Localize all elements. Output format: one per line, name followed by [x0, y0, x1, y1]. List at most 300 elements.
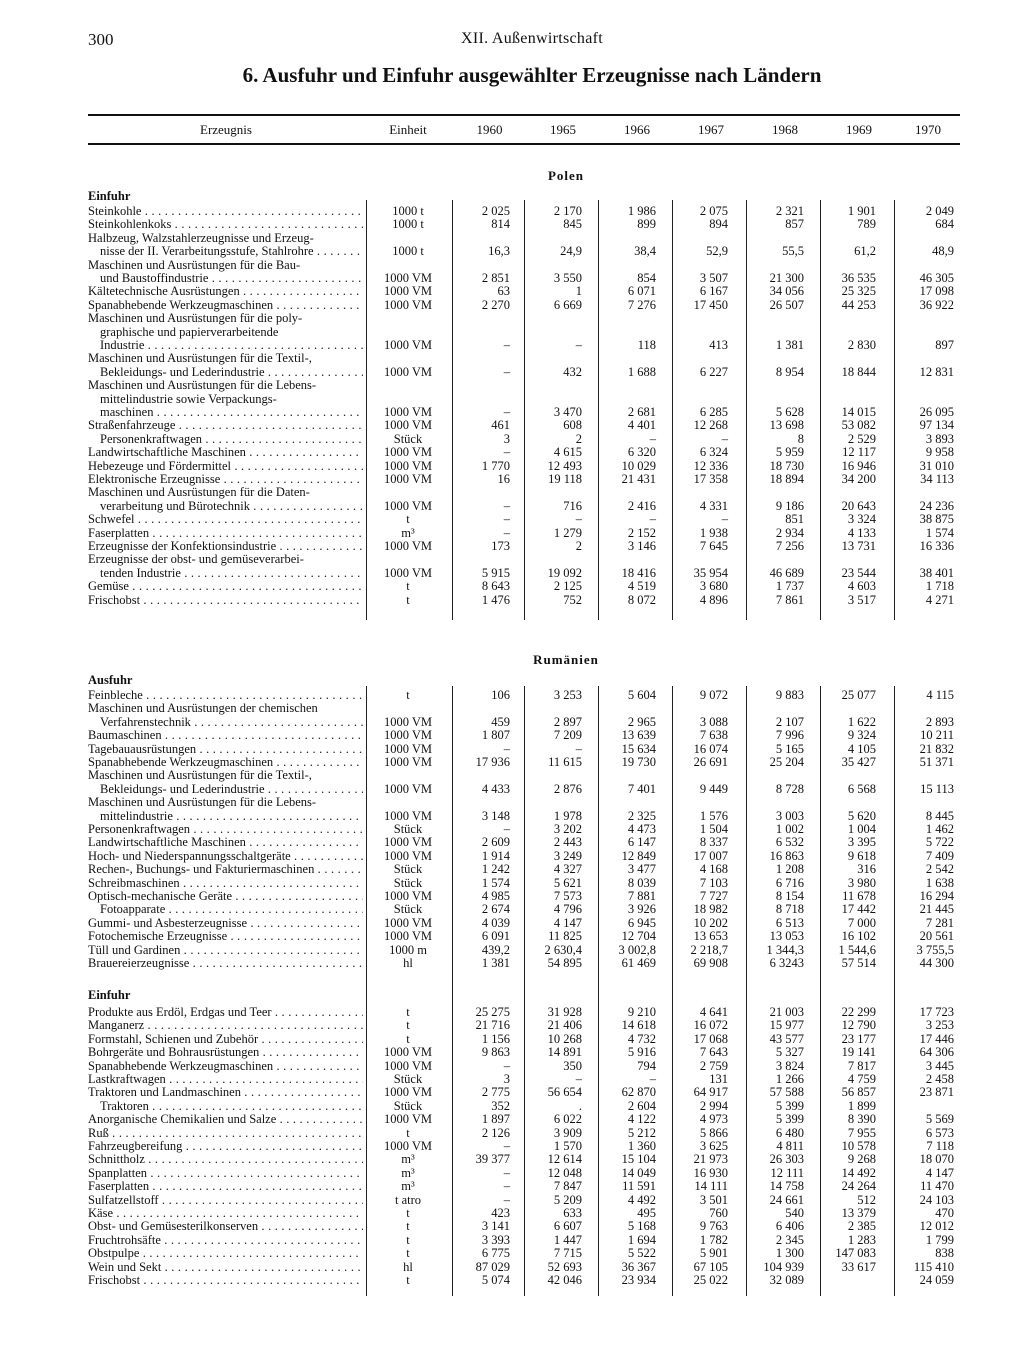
value-cell-1967: 18 982: [693, 902, 728, 917]
value-cell-1967: 6 324: [699, 445, 728, 460]
value-cell-1960: 39 377: [475, 1152, 510, 1167]
value-cell-1960: 6 775: [481, 1246, 510, 1261]
value-cell-1966: 2 325: [627, 808, 656, 823]
product-label-line: Straßenfahrzeuge . . .: [88, 419, 363, 432]
product-label-line: Hebezeuge und Fördermittel . . .: [88, 460, 363, 473]
value-cell-1970: 12 831: [919, 364, 954, 379]
value-cell-1970: 7 409: [925, 848, 954, 863]
value-cell-1966: 12 704: [621, 929, 656, 944]
value-cell-1967: 67 105: [693, 1259, 728, 1274]
value-cell-1960: –: [503, 1179, 510, 1194]
value-cell-1968: 26 303: [769, 1152, 804, 1167]
value-cell-1965: 2: [575, 431, 582, 446]
value-cell-1970: 4 147: [925, 1165, 954, 1180]
value-cell-1969: 25 325: [841, 284, 876, 299]
product-label-line: Maschinen und Ausrüstungen für die Lebens-: [88, 379, 317, 393]
product-label: [88, 352, 363, 379]
table-row: [0, 1274, 1024, 1287]
value-cell-1960: 1 897: [481, 1112, 510, 1127]
product-label: [88, 903, 363, 916]
value-cell-1968: 55,5: [782, 244, 804, 259]
value-cell-1967: 17 068: [693, 1031, 728, 1046]
value-cell-1960: 63: [497, 284, 510, 299]
value-cell-1967: 760: [709, 1205, 728, 1220]
value-cell-1967: 4 331: [699, 498, 728, 513]
value-cell-1970: 46 305: [919, 270, 954, 285]
value-cell-1969: 12 790: [841, 1018, 876, 1033]
value-cell-1969: 44 253: [841, 297, 876, 312]
value-cell-1969: 20 643: [841, 498, 876, 513]
table-row: [0, 1033, 1024, 1046]
value-cell-1968: 8 954: [775, 364, 804, 379]
value-cell-1967: 7 727: [699, 888, 728, 903]
product-label-line: Maschinen und Ausrüstungen für die Daten-: [88, 486, 310, 500]
product-label: [88, 836, 363, 849]
value-cell-1970: 17 723: [919, 1004, 954, 1019]
product-label: [88, 433, 363, 446]
product-label: [88, 312, 363, 352]
value-cell-1966: 15 104: [621, 1152, 656, 1167]
value-cell-1968: 57 588: [769, 1085, 804, 1100]
value-cell-1967: 1 938: [699, 525, 728, 540]
unit-cell: Stück: [393, 1098, 423, 1113]
value-cell-1969: 4 133: [847, 525, 876, 540]
value-cell-1966: 1 986: [627, 203, 656, 218]
value-cell-1965: –: [575, 1071, 582, 1086]
value-cell-1960: 1 914: [481, 848, 510, 863]
value-cell-1968: 7 861: [775, 592, 804, 607]
product-label-line: Tüll und Gardinen . . .: [88, 944, 363, 957]
unit-cell: 1000 VM: [383, 1058, 433, 1073]
value-cell-1970: 36 922: [919, 297, 954, 312]
value-cell-1968: 3 003: [775, 808, 804, 823]
value-cell-1967: 413: [709, 337, 728, 352]
product-label: [88, 594, 363, 607]
value-cell-1967: 5 901: [699, 1246, 728, 1261]
value-cell-1966: 13 639: [621, 728, 656, 743]
value-cell-1966: 794: [637, 1058, 656, 1073]
product-label: [88, 850, 363, 863]
table-row: [0, 527, 1024, 540]
product-label-line: Maschinen und Ausrüstungen für die Textil-,: [88, 769, 312, 783]
table-row: [0, 540, 1024, 553]
value-cell-1970: 15 113: [920, 781, 954, 796]
value-cell-1970: 16 294: [919, 888, 954, 903]
value-cell-1967: 7 638: [699, 728, 728, 743]
value-cell-1967: 6 167: [699, 284, 728, 299]
unit-cell: 1000 VM: [383, 915, 433, 930]
value-cell-1965: 19 118: [548, 471, 582, 486]
value-cell-1969: 33 617: [841, 1259, 876, 1274]
table-row: [0, 1207, 1024, 1220]
product-label: [88, 1127, 363, 1140]
product-label: [88, 689, 363, 702]
product-label: [88, 1006, 363, 1019]
value-cell-1969: 2 385: [847, 1219, 876, 1234]
product-label-line: Kältetechnische Ausrüstungen . . .: [88, 285, 363, 298]
value-cell-1965: 5 621: [553, 875, 582, 890]
product-label: [88, 1234, 363, 1247]
value-cell-1965: 12 048: [547, 1165, 582, 1180]
table-row: [0, 1261, 1024, 1274]
value-cell-1969: 512: [857, 1192, 876, 1207]
value-cell-1970: 3 253: [925, 1018, 954, 1033]
value-cell-1970: 8 445: [925, 808, 954, 823]
value-cell-1968: 540: [785, 1205, 804, 1220]
value-cell-1969: 7 817: [847, 1058, 876, 1073]
value-cell-1966: 4 473: [627, 821, 656, 836]
table-row: [0, 1247, 1024, 1260]
value-cell-1960: –: [503, 1058, 510, 1073]
value-cell-1966: 18 416: [621, 565, 656, 580]
product-label-line: Formstahl, Schienen und Zubehör . . .: [88, 1033, 363, 1046]
value-cell-1960: –: [503, 445, 510, 460]
value-cell-1967: 12 268: [693, 418, 728, 433]
product-label: [88, 743, 363, 756]
table-row: [0, 1073, 1024, 1086]
value-cell-1965: 4 327: [553, 862, 582, 877]
value-cell-1966: 2 681: [627, 404, 656, 419]
value-cell-1969: 17 442: [841, 902, 876, 917]
value-cell-1966: 5 604: [627, 687, 656, 702]
value-cell-1967: 3 501: [699, 1192, 728, 1207]
unit-cell: m³: [401, 525, 415, 540]
value-cell-1970: 1 638: [925, 875, 954, 890]
value-cell-1965: 2 125: [553, 579, 582, 594]
value-cell-1970: 16 336: [919, 538, 954, 553]
value-cell-1965: –: [575, 512, 582, 527]
unit-cell: 1000 m: [389, 942, 427, 957]
value-cell-1969: 14 015: [841, 404, 876, 419]
value-cell-1965: 12 614: [547, 1152, 582, 1167]
value-cell-1968: 7 996: [775, 728, 804, 743]
value-cell-1968: 9 186: [775, 498, 804, 513]
value-cell-1970: 17 446: [919, 1031, 954, 1046]
product-label: [88, 769, 363, 796]
value-cell-1968: 21 003: [769, 1004, 804, 1019]
value-cell-1970: 26 095: [919, 404, 954, 419]
value-cell-1969: 3 517: [847, 592, 876, 607]
table-row: [0, 729, 1024, 742]
table-row: [0, 796, 1024, 823]
value-cell-1968: 34 056: [769, 284, 804, 299]
value-cell-1970: 3 445: [925, 1058, 954, 1073]
value-cell-1967: 4 896: [699, 592, 728, 607]
value-cell-1966: 854: [637, 270, 656, 285]
value-cell-1967: 25 022: [693, 1272, 728, 1287]
value-cell-1970: 4 115: [926, 687, 954, 702]
value-cell-1960: –: [503, 741, 510, 756]
value-cell-1970: 12 012: [919, 1219, 954, 1234]
value-cell-1960: 2 270: [481, 297, 510, 312]
product-label-line: Elektronische Erzeugnisse . . .: [88, 473, 363, 486]
product-label: [88, 1194, 363, 1207]
product-label-line: Feinbleche . . .: [88, 689, 363, 702]
value-cell-1969: 7 955: [847, 1125, 876, 1140]
value-cell-1970: 20 561: [919, 929, 954, 944]
value-cell-1969: 9 324: [847, 728, 876, 743]
product-label: [88, 460, 363, 473]
value-cell-1965: 4 147: [553, 915, 582, 930]
value-cell-1968: 6 513: [775, 915, 804, 930]
value-cell-1965: 432: [563, 364, 582, 379]
value-cell-1965: 52 693: [547, 1259, 582, 1274]
table-row: [0, 218, 1024, 231]
value-cell-1965: 10 268: [547, 1031, 582, 1046]
value-cell-1966: 36 367: [621, 1259, 656, 1274]
table-row: [0, 433, 1024, 446]
value-cell-1967: 16 074: [693, 741, 728, 756]
value-cell-1966: 3 926: [627, 902, 656, 917]
value-cell-1960: 87 029: [475, 1259, 510, 1274]
unit-cell: 1000 t: [392, 203, 424, 218]
value-cell-1968: 2 321: [775, 203, 804, 218]
product-label-line: Steinkohlenkoks . . .: [88, 218, 363, 231]
table-row: [0, 1220, 1024, 1233]
value-cell-1965: 2 630,4: [544, 942, 582, 957]
value-cell-1967: 4 973: [699, 1112, 728, 1127]
value-cell-1960: 352: [491, 1098, 510, 1113]
value-cell-1968: 8 154: [775, 888, 804, 903]
value-cell-1967: 6 285: [699, 404, 728, 419]
product-label: [88, 890, 363, 903]
value-cell-1967: 1 504: [699, 821, 728, 836]
value-cell-1970: 24 103: [919, 1192, 954, 1207]
table-row: [0, 232, 1024, 259]
value-cell-1960: –: [503, 821, 510, 836]
value-cell-1969: 19 141: [841, 1045, 876, 1060]
value-cell-1969: 57 514: [841, 955, 876, 970]
value-cell-1960: 814: [491, 217, 510, 232]
product-label-line: Ruß . . .: [88, 1127, 363, 1140]
product-label-line: graphische und papierverarbeitende: [100, 325, 279, 339]
value-cell-1966: 6 320: [627, 445, 656, 460]
value-cell-1967: 7 645: [699, 538, 728, 553]
value-cell-1969: 12 117: [842, 445, 876, 460]
value-cell-1970: 2 458: [925, 1071, 954, 1086]
table-row: [0, 756, 1024, 769]
header-bottom-rule: [88, 143, 960, 145]
product-label: [88, 218, 363, 231]
value-cell-1969: 7 000: [847, 915, 876, 930]
product-label-line: mittelindustrie sowie Verpackungs-: [100, 392, 277, 406]
value-cell-1965: 3 202: [553, 821, 582, 836]
value-cell-1967: –: [721, 431, 728, 446]
value-cell-1968: 32 089: [769, 1272, 804, 1287]
value-cell-1960: 106: [491, 687, 510, 702]
value-cell-1967: 3 507: [699, 270, 728, 285]
header-year-1967: 1967: [698, 122, 724, 137]
value-cell-1966: –: [649, 1071, 656, 1086]
value-cell-1968: 2 345: [775, 1232, 804, 1247]
value-cell-1965: 6 607: [553, 1219, 582, 1234]
value-cell-1965: 56 654: [547, 1085, 582, 1100]
value-cell-1960: 1 381: [481, 955, 510, 970]
product-label-line: Optisch-mechanische Geräte . . .: [88, 890, 363, 903]
value-cell-1965: 2 876: [553, 781, 582, 796]
value-cell-1970: 11 470: [920, 1179, 954, 1194]
value-cell-1968: 13 698: [769, 418, 804, 433]
table-row: [0, 379, 1024, 419]
unit-cell: 1000 VM: [383, 471, 433, 486]
value-cell-1965: 42 046: [547, 1272, 582, 1287]
unit-cell: t: [406, 1219, 410, 1234]
value-cell-1970: 38 875: [919, 512, 954, 527]
table-row: [0, 702, 1024, 729]
value-cell-1970: 31 010: [919, 458, 954, 473]
value-cell-1965: 608: [563, 418, 582, 433]
value-cell-1970: 97 134: [919, 418, 954, 433]
table-row: [0, 1006, 1024, 1019]
value-cell-1966: 6 945: [627, 915, 656, 930]
value-cell-1960: 17 936: [475, 754, 510, 769]
value-cell-1960: 5 074: [481, 1272, 510, 1287]
product-label: [88, 796, 363, 823]
page-title: 6. Ausfuhr und Einfuhr ausgewählter Erzeugnisse nach Ländern: [242, 63, 822, 87]
product-label: [88, 917, 363, 930]
product-label-line: Frischobst . . .: [88, 594, 363, 607]
table-row: [0, 1194, 1024, 1207]
value-cell-1967: 1 782: [699, 1232, 728, 1247]
value-cell-1968: 26 507: [769, 297, 804, 312]
value-cell-1965: 21 406: [547, 1018, 582, 1033]
value-cell-1966: 15 634: [621, 741, 656, 756]
value-cell-1960: 2 126: [481, 1125, 510, 1140]
value-cell-1966: 4 401: [627, 418, 656, 433]
value-cell-1969: 5 620: [847, 808, 876, 823]
value-cell-1970: 24 059: [919, 1272, 954, 1287]
value-cell-1960: 9 863: [481, 1045, 510, 1060]
value-cell-1969: 18 844: [841, 364, 876, 379]
product-label-line: Fotoapparate . . .: [88, 903, 363, 916]
product-label: [88, 553, 363, 580]
value-cell-1960: 1 807: [481, 728, 510, 743]
product-label-line: Traktoren . . .: [88, 1100, 363, 1113]
value-cell-1960: –: [503, 364, 510, 379]
product-label-line: Käse . . .: [88, 1207, 363, 1220]
unit-cell: 1000 VM: [383, 1138, 433, 1153]
product-label-line: Bekleidungs- und Lederindustrie . . .: [88, 783, 363, 796]
value-cell-1970: 1 574: [925, 525, 954, 540]
value-cell-1969: 1 622: [847, 714, 876, 729]
value-cell-1960: 8 643: [481, 579, 510, 594]
value-cell-1967: –: [721, 512, 728, 527]
unit-cell: 1000 VM: [383, 538, 433, 553]
value-cell-1965: 2 170: [553, 203, 582, 218]
section-title-rumänien: Rumänien: [533, 652, 599, 667]
product-label-line: Erzeugnisse der Konfektionsindustrie . . .: [88, 540, 363, 553]
table-row: [0, 944, 1024, 957]
unit-cell: Stück: [393, 862, 423, 877]
unit-cell: t: [406, 1272, 410, 1287]
product-label: [88, 1220, 363, 1233]
product-label-line: Maschinen und Ausrüstungen für die poly-: [88, 312, 303, 326]
value-cell-1966: 4 519: [627, 579, 656, 594]
product-label: [88, 540, 363, 553]
unit-cell: 1000 VM: [383, 929, 433, 944]
product-label-line: Halbzeug, Walzstahlerzeugnisse und Erzeug-: [88, 231, 314, 245]
product-label-line: Produkte aus Erdöl, Erdgas und Teer . . .: [88, 1006, 363, 1019]
product-label-line: mittelindustrie . . .: [88, 810, 363, 823]
value-cell-1969: 6 568: [847, 781, 876, 796]
value-cell-1960: 1 156: [481, 1031, 510, 1046]
unit-cell: 1000 VM: [383, 1045, 433, 1060]
value-cell-1967: 26 691: [693, 754, 728, 769]
value-cell-1965: 3 470: [553, 404, 582, 419]
value-cell-1970: 2 049: [925, 203, 954, 218]
product-label-line: Schnittholz . . .: [88, 1153, 363, 1166]
product-label: [88, 419, 363, 432]
value-cell-1969: 1 004: [847, 821, 876, 836]
value-cell-1969: 4 105: [847, 741, 876, 756]
value-cell-1965: 716: [563, 498, 582, 513]
product-label: [88, 1274, 363, 1287]
value-cell-1965: 845: [563, 217, 582, 232]
value-cell-1967: 35 954: [693, 565, 728, 580]
value-cell-1965: 1 570: [553, 1138, 582, 1153]
table-row: [0, 352, 1024, 379]
value-cell-1966: 61 469: [621, 955, 656, 970]
value-cell-1970: 64 306: [919, 1045, 954, 1060]
product-label-line: Fotochemische Erzeugnisse . . .: [88, 930, 363, 943]
product-label: [88, 285, 363, 298]
value-cell-1967: 7 643: [699, 1045, 728, 1060]
value-cell-1965: 1 447: [553, 1232, 582, 1247]
value-cell-1960: –: [503, 1138, 510, 1153]
product-label: [88, 1247, 363, 1260]
value-cell-1968: 43 577: [769, 1031, 804, 1046]
value-cell-1969: 34 200: [841, 471, 876, 486]
product-label-line: Schreibmaschinen . . .: [88, 877, 363, 890]
table-header: [88, 118, 960, 142]
value-cell-1967: 3 088: [699, 714, 728, 729]
unit-cell: m³: [401, 1165, 415, 1180]
header-unit: Einheit: [389, 122, 427, 137]
product-label: [88, 527, 363, 540]
value-cell-1968: 5 327: [775, 1045, 804, 1060]
product-label: [88, 877, 363, 890]
value-cell-1967: 9 763: [699, 1219, 728, 1234]
value-cell-1960: –: [503, 512, 510, 527]
value-cell-1968: 851: [785, 512, 804, 527]
value-cell-1966: 7 881: [627, 888, 656, 903]
value-cell-1968: 1 266: [775, 1071, 804, 1086]
header-year-1965: 1965: [550, 122, 576, 137]
value-cell-1965: 31 928: [547, 1004, 582, 1019]
value-cell-1965: 2 897: [553, 714, 582, 729]
unit-cell: Stück: [393, 875, 423, 890]
value-cell-1968: 5 399: [775, 1112, 804, 1127]
value-cell-1970: 7 118: [926, 1138, 954, 1153]
value-cell-1967: 3 625: [699, 1138, 728, 1153]
value-cell-1966: 899: [637, 217, 656, 232]
product-label: [88, 930, 363, 943]
product-label: [88, 299, 363, 312]
product-label-line: Sulfatzellstoff . . .: [88, 1194, 363, 1207]
value-cell-1965: 4 796: [553, 902, 582, 917]
unit-cell: t: [406, 592, 410, 607]
value-cell-1966: 5 212: [627, 1125, 656, 1140]
product-label: [88, 232, 363, 259]
value-cell-1970: 34 113: [920, 471, 954, 486]
unit-cell: 1000 VM: [383, 565, 433, 580]
value-cell-1970: 18 070: [919, 1152, 954, 1167]
product-label-line: Maschinen und Ausrüstungen für die Textil-,: [88, 352, 312, 366]
value-cell-1966: 9 210: [627, 1004, 656, 1019]
value-cell-1966: 2 604: [627, 1098, 656, 1113]
value-cell-1966: 8 039: [627, 875, 656, 890]
value-cell-1960: 2 851: [481, 270, 510, 285]
